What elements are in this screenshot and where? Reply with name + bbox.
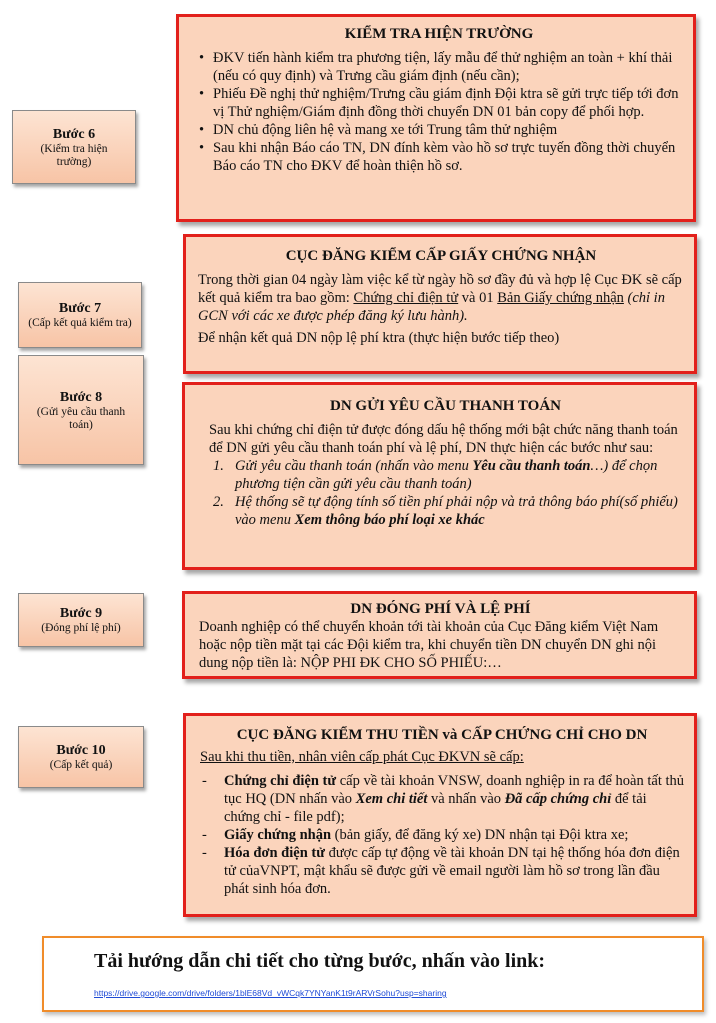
box-7-text: Trong thời gian 04 ngày làm việc kể từ ngày hồ sơ đầy đủ và hợp lệ Cục ĐK sẽ cấp kết quả kiểm tra bao gồm: xyxy=(198,272,682,306)
box-8-heading: DN GỬI YÊU CẦU THANH TOÁN xyxy=(330,398,561,414)
box-7-text: và 01 xyxy=(458,290,498,306)
box-7-heading: CỤC ĐĂNG KIỂM CẤP GIẤY CHỨNG NHẬN xyxy=(285,248,597,264)
box-certificate-issue xyxy=(183,234,697,374)
box-8-steps xyxy=(209,457,682,529)
box-fee-payment xyxy=(182,591,697,679)
box-10-menu-name: Xem chi tiết xyxy=(355,791,428,807)
box-8-step xyxy=(209,457,682,493)
box-8-step xyxy=(209,493,682,529)
step-9-title: Bước 9 xyxy=(59,606,103,621)
box-7-paper-certificate: Bản Giấy chứng nhận xyxy=(497,290,624,306)
step-7-label xyxy=(18,282,142,348)
box-6-bullet: • DN chủ động liên hệ và mang xe tới Trung tâm thử nghiệm xyxy=(213,121,683,139)
step-9-label xyxy=(18,593,144,647)
step-6-subtitle: (Kiểm tra hiện trường) xyxy=(40,142,108,168)
box-9-text: Doanh nghiệp có thể chuyển khoản tới tài khoản của Cục Đăng kiểm Việt Nam hoặc nộp tiền mặt tại các Đội kiểm tra, khi chuyển tiền DN chuyển DN ghi nội dung nộp tiền là: NỘP PHI ĐK CHO SỐ PHIẾU:… xyxy=(199,619,659,671)
box-6-bullets xyxy=(195,49,683,175)
box-collect-and-issue xyxy=(183,713,697,917)
box-10-item-title: Chứng chỉ điện tử xyxy=(224,773,337,789)
box-10-item-title: Hóa đơn điện tử xyxy=(224,845,325,861)
box-10-item-text: và nhấn vào xyxy=(427,791,505,807)
box-10-item: - Giấy chứng nhận (bản giấy, để đăng ký xe) DN nhận tại Đội ktra xe; xyxy=(202,827,629,843)
step-10-title: Bước 10 xyxy=(56,743,106,758)
box-field-inspection xyxy=(176,14,696,222)
step-7-subtitle: (Cấp kết quả kiểm tra) xyxy=(28,317,132,329)
box-10-item-text: được cấp tự động về tài khoản DN tại hệ thống hóa đơn điện tử củaVNPT, mật khẩu sẽ được gửi về email người làm hồ sơ trong lần đầu phát sinh hóa đơn. xyxy=(224,845,680,897)
box-8-step-text: Hệ thống sẽ tự động tính số tiền phí phải nộp và trả thông báo phí(số phiếu) vào menu xyxy=(235,494,678,528)
box-10-item-text: để tải chứng chỉ - file pdf); xyxy=(224,791,647,825)
box-10-items xyxy=(200,772,684,898)
step-8-title: Bước 8 xyxy=(59,389,103,405)
step-10-subtitle: (Cấp kết quả) xyxy=(49,759,113,771)
box-10-menu-name: Đã cấp chứng chỉ xyxy=(504,791,612,807)
box-8-step-text: …) để chọn phương tiện cần gửi yêu cầu thanh toán) xyxy=(235,458,658,492)
step-8-label xyxy=(18,355,144,465)
step-7-title: Bước 7 xyxy=(58,301,102,316)
box-8-intro: Sau khi chứng chỉ điện tử được đóng dấu hệ thống mới bật chức năng thanh toán để DN gửi yêu cầu thanh toán phí và lệ phí, DN thực hiện các bước như sau: xyxy=(209,422,678,456)
box-10-heading: CỤC ĐĂNG KIỂM THU TIỀN và CẤP CHỨNG CHỈ CHO DN xyxy=(236,727,648,743)
box-8-step-text: Gửi yêu cầu thanh toán (nhấn vào menu xyxy=(235,458,473,474)
box-10-item-title: Giấy chứng nhận xyxy=(224,827,332,843)
box-7-paragraph xyxy=(198,271,684,325)
step-6-label xyxy=(12,110,136,184)
box-8-step-number: 2. xyxy=(213,494,224,510)
box-8-menu-name: Yêu cầu thanh toán xyxy=(472,458,591,474)
download-guide-box xyxy=(42,936,704,1012)
step-8-subtitle: (Gửi yêu cầu thanh toán) xyxy=(36,405,126,431)
box-10-item: - Chứng chỉ điện tử cấp về tài khoản VNSW, doanh nghiệp in ra để hoàn tất thủ tục HQ (DN nhấn vào Xem chi tiết và nhấn vào Đã cấp chứng chỉ để tải chứng chỉ - file pdf); xyxy=(202,773,685,825)
box-9-heading: DN ĐÓNG PHÍ VÀ LỆ PHÍ xyxy=(350,601,531,617)
step-6-title: Bước 6 xyxy=(52,126,96,142)
box-6-heading: KIỂM TRA HIỆN TRƯỜNG xyxy=(344,26,534,42)
step-9-subtitle: (Đóng phí lệ phí) xyxy=(41,622,121,634)
box-7-note: (chỉ in GCN với các xe được phép đăng ký lưu hành). xyxy=(198,290,665,324)
box-10-item-text: cấp về tài khoản VNSW, doanh nghiệp in ra để hoàn tất thủ tục HQ (DN nhấn vào xyxy=(224,773,685,807)
box-10-item-text: (bản giấy, để đăng ký xe) DN nhận tại Đội ktra xe; xyxy=(331,827,629,843)
box-payment-request xyxy=(182,382,697,570)
box-7-e-certificate: Chứng chỉ điện tử xyxy=(353,290,459,306)
box-10-item: - Hóa đơn điện tử được cấp tự động về tài khoản DN tại hệ thống hóa đơn điện tử củaVNPT, mật khẩu sẽ được gửi về email người làm hồ sơ trong lần đầu phát sinh hóa đơn. xyxy=(202,845,680,897)
box-8-menu-name: Xem thông báo phí loại xe khác xyxy=(294,512,485,528)
box-10-intro: Sau khi thu tiền, nhân viên cấp phát Cục ĐKVN sẽ cấp: xyxy=(200,749,524,765)
box-8-step-number: 1. xyxy=(213,458,224,474)
box-6-bullet: • ĐKV tiến hành kiểm tra phương tiện, lấy mẫu để thử nghiệm an toàn + khí thải (nếu có quy định) và Trưng cầu giám định (nếu cần); xyxy=(213,49,683,85)
download-guide-title: Tải hướng dẫn chi tiết cho từng bước, nhấn vào link: xyxy=(94,950,546,972)
download-guide-link[interactable]: https://drive.google.com/drive/folders/1blE68Vd_vWCqk7YNYanK1t9rARVrSohu?usp=sharing xyxy=(94,988,447,998)
box-6-bullet: • Phiếu Đề nghị thử nghiệm/Trưng cầu giám định Đội ktra sẽ gửi trực tiếp tới đơn vị Thử nghiệm/Giám định đồng thời chuyển DN 01 bản copy để phối hợp. xyxy=(213,85,683,121)
box-6-bullet: • Sau khi nhận Báo cáo TN, DN đính kèm vào hồ sơ trực tuyến đồng thời chuyển Báo cáo TN cho ĐKV để hoàn thiện hồ sơ. xyxy=(213,139,683,175)
box-7-next-step: Để nhận kết quả DN nộp lệ phí ktra (thực hiện bước tiếp theo) xyxy=(198,330,560,346)
step-10-label xyxy=(18,726,144,788)
